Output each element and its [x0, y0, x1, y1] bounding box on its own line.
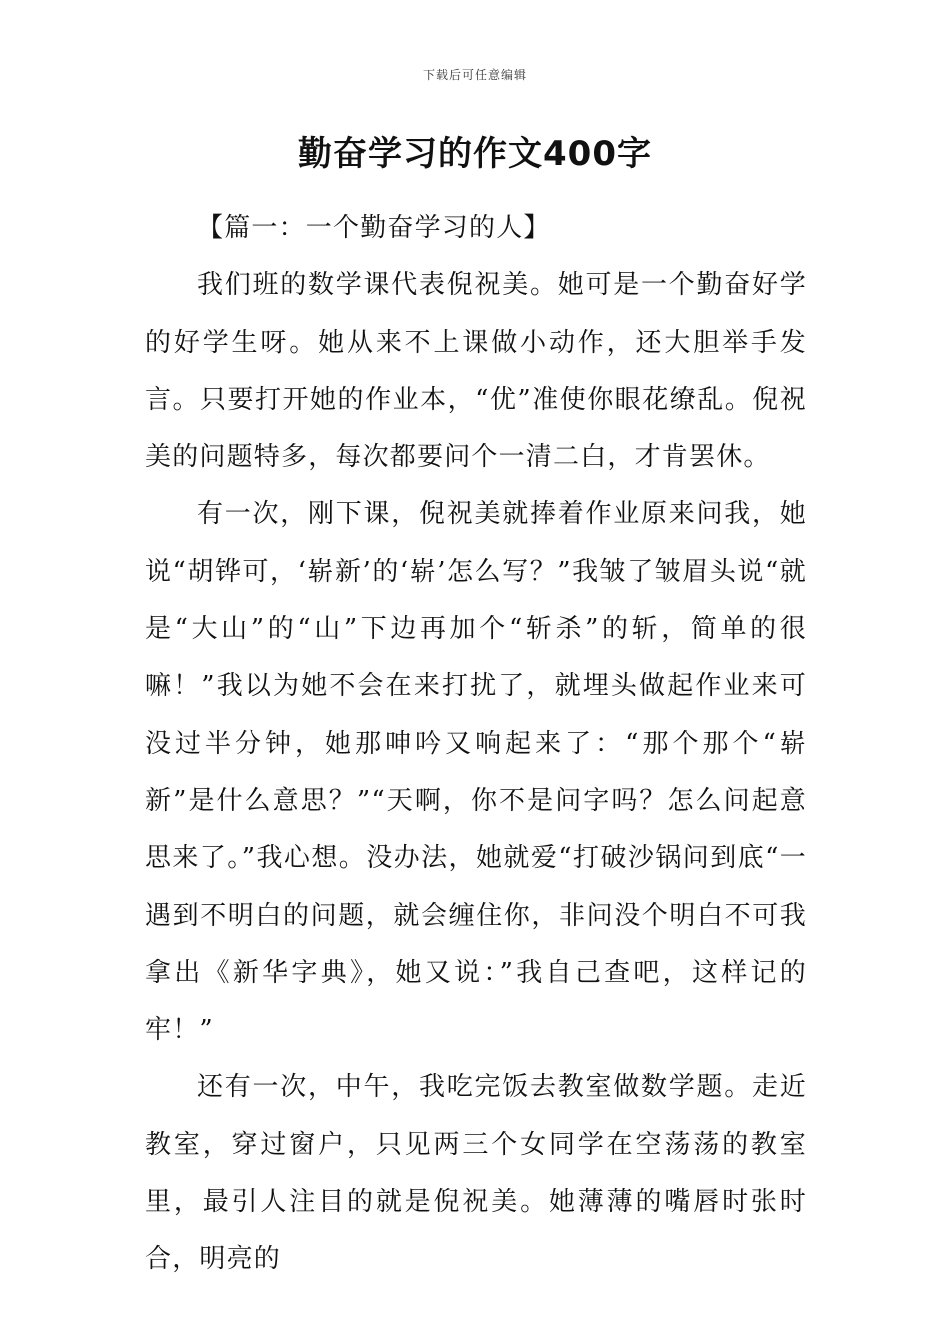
section-heading: 【篇一：一个勤奋学习的人】	[197, 213, 551, 243]
paragraph: 还有一次，中午，我吃完饭去教室做数学题。走近教室，穿过窗户，只见两三个女同学在空荡荡的教室里，最引人注目的就是倪祝美。她薄薄的嘴唇时张时合，明亮的	[145, 1072, 807, 1275]
document-title: 勤奋学习的作文400字	[298, 134, 652, 174]
paragraph: 我们班的数学课代表倪祝美。她可是一个勤奋好学的好学生呀。她从来不上课做小动作，还大胆举手发言。只要打开她的作业本，“优”准使你眼花缭乱。倪祝美的问题特多，每次都要问个一清二白，才肯罢休。	[145, 270, 807, 473]
document-body	[145, 200, 807, 1289]
paragraph: 有一次，刚下课，倪祝美就捧着作业原来问我，她说“胡铧可，‘崭新’的‘崭’怎么写？”我皱了皱眉头说“就是“大山”的“山”下边再加个“斩杀”的斩，简单的很嘛！”我以为她不会在来打扰了，就埋头做起作业来可没过半分钟，她那呻吟又响起来了：“那个那个“崭新”是什么意思？”“天啊，你不是问字吗？怎么问起意思来了。”我心想。没办法，她就爱“打破沙锅问到底“一遇到不明白的问题，就会缠住你，非问没个明白不可我拿出《新华字典》，她又说：”我自己查吧，这样记的牢！”	[145, 499, 807, 1046]
header-note: 下载后可任意编辑	[422, 68, 527, 82]
